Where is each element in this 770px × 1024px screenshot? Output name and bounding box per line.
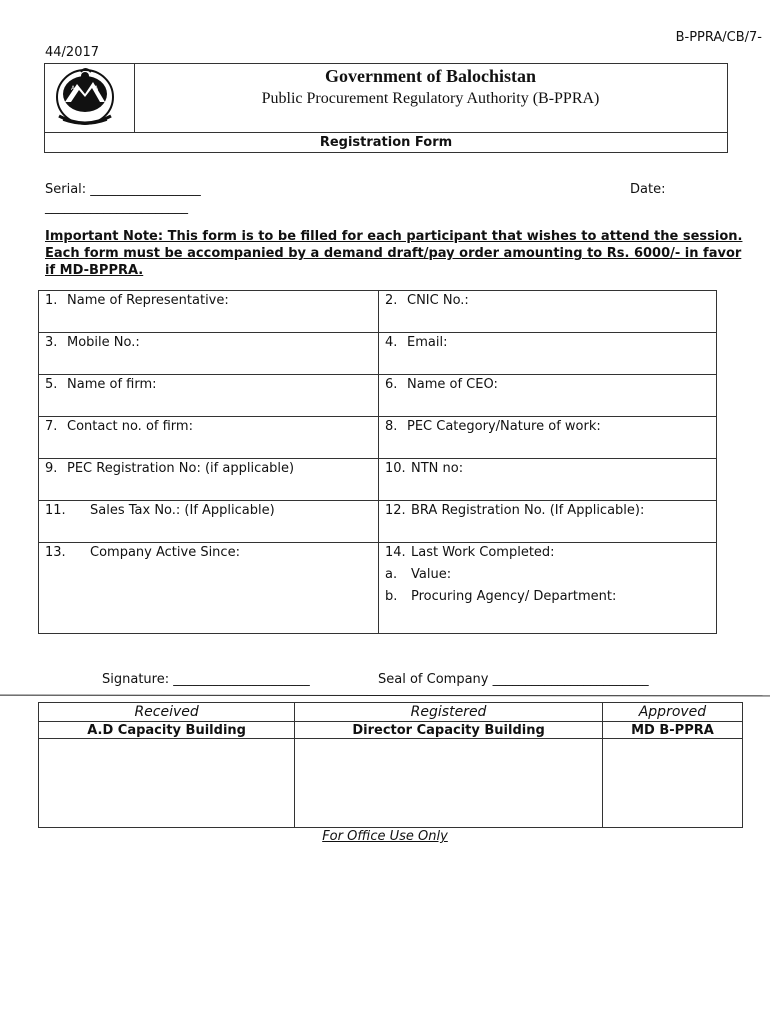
divider <box>0 695 770 697</box>
form-title: Registration Form <box>44 133 728 153</box>
table-row <box>39 543 717 634</box>
table-row <box>39 739 743 828</box>
table-row <box>39 722 743 739</box>
registered-sign-cell[interactable] <box>295 739 603 828</box>
document-reference-year: 44/2017 <box>45 45 100 60</box>
important-note: Important Note: This form is to be filled for each participant that wishes to attend the session. Each form must be accompanied by a demand draft/pay order amounting to Rs. 6000/- in favor if MD-BPPRA. <box>45 229 743 278</box>
serial-field[interactable]: Serial: _________________ <box>45 182 201 197</box>
status-received: Received <box>39 703 295 722</box>
government-title: Government of Balochistan <box>325 66 536 86</box>
table-row <box>39 459 717 501</box>
logo-cell <box>45 64 135 132</box>
officer-director-capacity: Director Capacity Building <box>295 722 603 739</box>
field-sales-tax[interactable]: 11. Sales Tax No.: (If Applicable) <box>39 501 379 543</box>
field-name-of-firm[interactable]: 5. Name of firm: <box>39 375 379 417</box>
authority-name: Public Procurement Regulatory Authority (B-PPRA) <box>261 90 600 107</box>
officer-ad-capacity: A.D Capacity Building <box>39 722 295 739</box>
approved-sign-cell[interactable] <box>602 739 742 828</box>
status-approved: Approved <box>602 703 742 722</box>
table-row <box>39 703 743 722</box>
field-name-of-ceo[interactable]: 6. Name of CEO: <box>379 375 717 417</box>
serial-field-continuation: ______________________ <box>45 200 188 215</box>
table-row <box>39 375 717 417</box>
field-bra-registration[interactable]: 12. BRA Registration No. (If Applicable): <box>379 501 717 543</box>
field-ntn[interactable]: 10. NTN no: <box>379 459 717 501</box>
table-row <box>39 333 717 375</box>
field-last-work-completed[interactable]: 14. Last Work Completed: a. Value: b. Procuring Agency/ Department: <box>379 543 717 634</box>
field-company-active-since[interactable]: 13. Company Active Since: <box>39 543 379 634</box>
document-reference: B-PPRA/CB/7- <box>675 30 762 45</box>
subfield-value[interactable]: a. Value: <box>385 567 452 582</box>
form-header <box>44 63 728 133</box>
office-use-table <box>38 702 743 828</box>
field-email[interactable]: 4. Email: <box>379 333 717 375</box>
field-pec-registration[interactable]: 9. PEC Registration No: (if applicable) <box>39 459 379 501</box>
table-row <box>39 417 717 459</box>
field-contact-of-firm[interactable]: 7. Contact no. of firm: <box>39 417 379 459</box>
registration-fields-table <box>38 290 717 634</box>
seal-field[interactable]: Seal of Company ________________________ <box>378 672 649 687</box>
received-sign-cell[interactable] <box>39 739 295 828</box>
field-mobile[interactable]: 3. Mobile No.: <box>39 333 379 375</box>
svg-text:A: A <box>71 85 76 92</box>
office-use-caption: For Office Use Only <box>322 829 448 844</box>
table-row <box>39 501 717 543</box>
field-name-of-representative[interactable]: 1. Name of Representative: <box>39 291 379 333</box>
svg-text:A: A <box>94 85 99 92</box>
status-registered: Registered <box>295 703 603 722</box>
officer-md: MD B-PPRA <box>602 722 742 739</box>
subfield-procuring-agency[interactable]: b. Procuring Agency/ Department: <box>385 589 617 604</box>
field-pec-category[interactable]: 8. PEC Category/Nature of work: <box>379 417 717 459</box>
field-cnic[interactable]: 2. CNIC No.: <box>379 291 717 333</box>
signature-field[interactable]: Signature: _____________________ <box>102 672 310 687</box>
date-field[interactable]: Date: <box>630 182 666 197</box>
table-row <box>39 291 717 333</box>
government-emblem-icon <box>45 64 134 132</box>
